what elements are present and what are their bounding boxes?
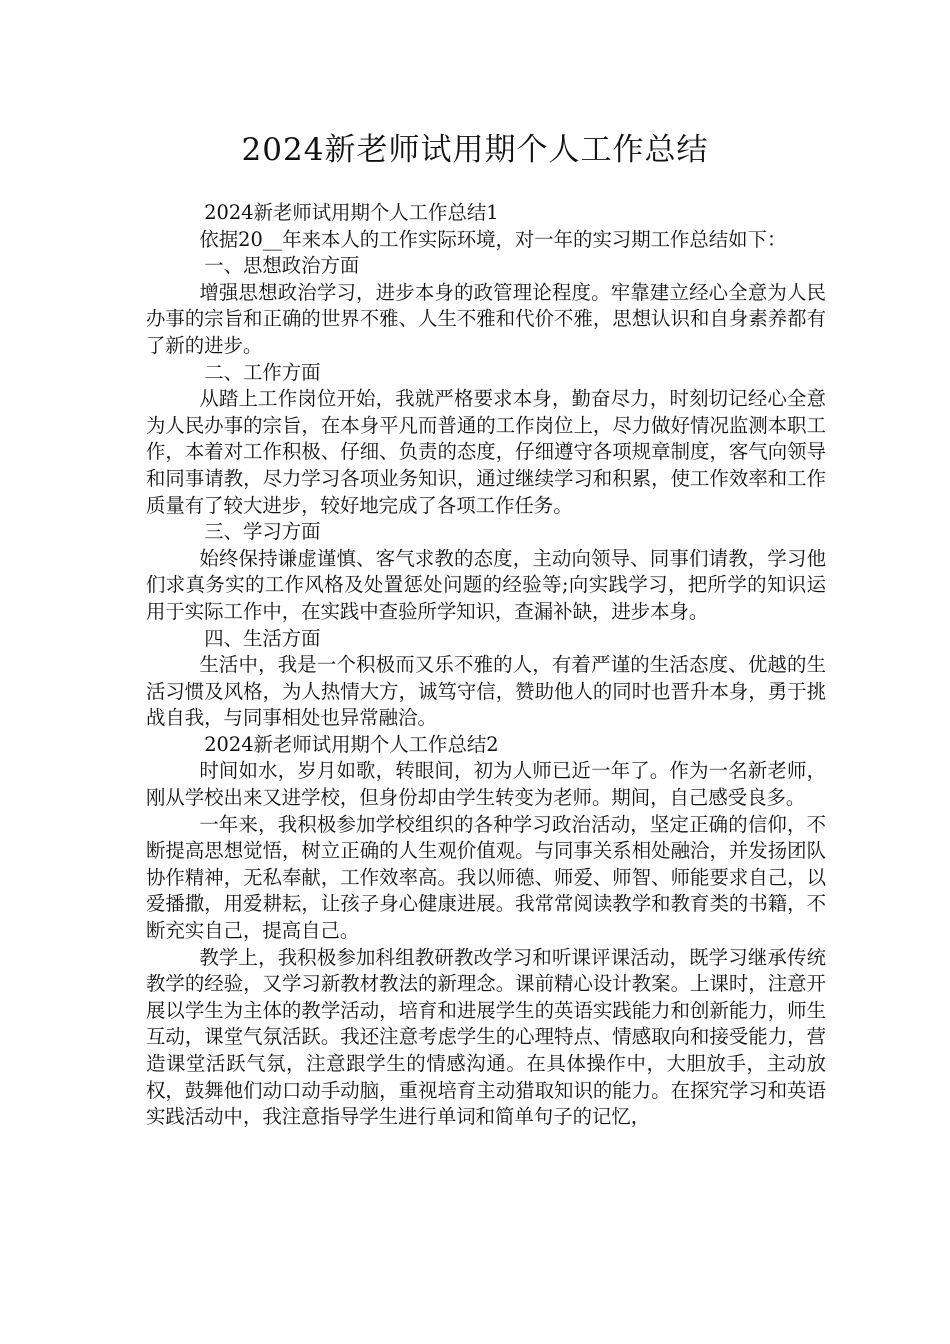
body-paragraph: 依据20__年来本人的工作实际环境，对一年的实习期工作总结如下： <box>199 227 787 251</box>
section-heading: 2024新老师试用期个人工作总结2 <box>204 732 499 756</box>
section-heading: 三、学习方面 <box>204 520 321 544</box>
body-paragraph: 一年来，我积极参加学校组织的各种学习政治活动，坚定正确的信仰，不断提高思想觉悟，树立正确的人生观价值观。与同事关系相处融洽，并发扬团队协作精神，无私奉献，工作效率高。我以师德、师爱、师智、师能要求自己，以爱播撒，用爱耕耘，让孩子身心健康进展。我常常阅读教学和教育类的书籍，不断充实自己，提高自己。 <box>146 812 826 943</box>
section-heading: 二、工作方面 <box>204 360 321 384</box>
section-heading: 四、生活方面 <box>204 626 321 650</box>
body-paragraph: 从踏上工作岗位开始，我就严格要求本身，勤奋尽力，时刻切记经心全意为人民办事的宗旨，在本身平凡而普通的工作岗位上，尽力做好情况监测本职工作，本着对工作积极、仔细、负责的态度，仔细遵守各项规章制度，客气向领导和同事请教，尽力学习各项业务知识，通过继续学习和积累，使工作效率和工作质量有了较大进步，较好地完成了各项工作任务。 <box>146 387 826 517</box>
section-heading: 一、思想政治方面 <box>204 254 360 278</box>
body-paragraph: 时间如水，岁月如歌，转眼间，初为人师已近一年了。作为一名新老师，刚从学校出来又进学校，但身份却由学生转变为老师。期间，自己感受良多。 <box>146 759 826 810</box>
body-paragraph: 始终保持谦虚谨慎、客气求教的态度，主动向领导、同事们请教，学习他们求真务实的工作风格及处置惩处问题的经验等;向实践学习，把所学的知识运用于实际工作中，在实践中查验所学知识，查漏补缺，进步本身。 <box>146 546 826 623</box>
section-heading: 2024新老师试用期个人工作总结1 <box>204 201 499 224</box>
document-title: 2024新老师试用期个人工作总结 <box>241 132 709 168</box>
body-paragraph: 增强思想政治学习，进步本身的政管理论程度。牢靠建立经心全意为人民办事的宗旨和正确的世界不雅、人生不雅和代价不雅，思想认识和自身素养都有了新的进步。 <box>146 280 826 357</box>
document-body <box>146 200 826 1131</box>
body-paragraph: 教学上，我积极参加科组教研教改学习和听课评课活动，既学习继承传统教学的经验，又学习新教材教法的新理念。课前精心设计教案。上课时，注意开展以学生为主体的教学活动，培育和进展学生的英语实践能力和创新能力，师生互动，课堂气氛活跃。我还注意考虑学生的心理特点、情感取向和接受能力，营造课堂活跃气氛，注意跟学生的情感沟通。在具体操作中，大胆放手，主动放权，鼓舞他们动口动手动脑，重视培育主动猎取知识的能力。在探究学习和英语实践活动中，我注意指导学生进行单词和简单句子的记忆， <box>146 945 826 1129</box>
body-paragraph: 生活中，我是一个积极而又乐不雅的人，有着严谨的生活态度、优越的生活习惯及风格，为人热情大方，诚笃守信，赞助他人的同时也晋升本身，勇于挑战自我，与同事相处也异常融洽。 <box>146 653 826 730</box>
